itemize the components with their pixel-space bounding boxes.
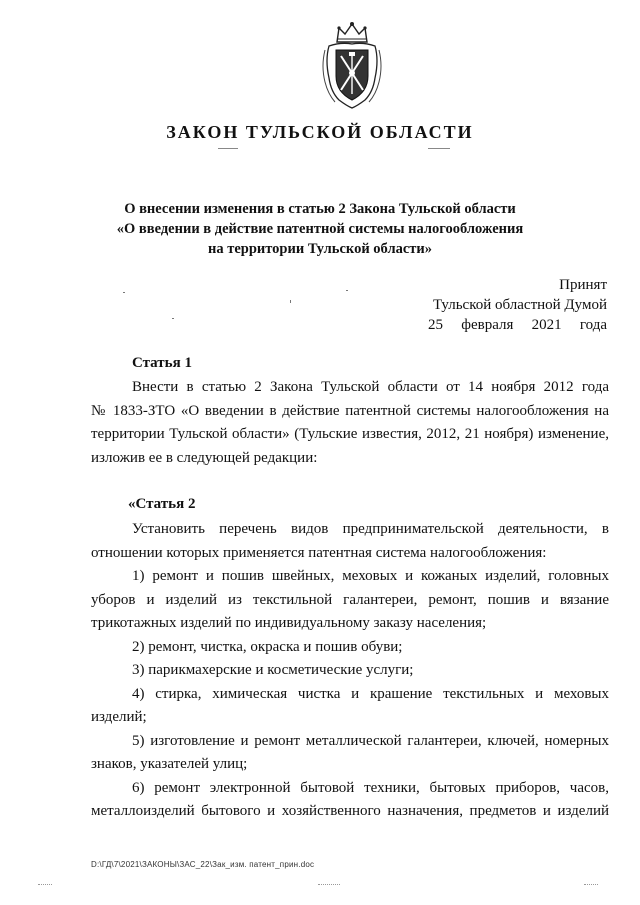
adoption-block [428, 275, 607, 335]
scan-dots [38, 884, 52, 886]
text-line: территории Тульской области» (Тульские известия, 2012, 21 ноября) изменение, [91, 426, 609, 442]
law-subject [0, 199, 640, 259]
adoption-date [428, 315, 607, 335]
text-line: отношении которых применяется патентная система налогообложения: [91, 544, 547, 561]
article-1-heading: Статья 1 [132, 355, 192, 371]
list-item [91, 683, 609, 730]
article-2-text [91, 518, 609, 824]
text-line: Внести в статью 2 Закона Тульской области от 14 ноября 2012 года [132, 379, 609, 395]
text-line: 6) ремонт электронной бытовой техники, бытовых приборов, часов, [132, 779, 609, 796]
adopted-by: Тульской областной Думой [432, 297, 607, 313]
text-line: № 1833-ЗТО «О введении в действие патентной системы налогообложения на [91, 402, 609, 419]
text-line: изделий; [91, 709, 147, 725]
list-item [91, 636, 609, 660]
law-title: ЗАКОН ТУЛЬСКОЙ ОБЛАСТИ [166, 122, 474, 142]
article-1-text [91, 376, 609, 470]
list-item [91, 565, 609, 636]
text-line: знаков, указателей улиц; [91, 756, 248, 772]
text-line: уборов и изделий из текстильной галантереи, ремонт, пошив и вязание [91, 591, 609, 608]
title-underline-mark [428, 148, 450, 149]
text-line: 4) стирка, химическая чистка и крашение текстильных и меховых [132, 685, 609, 702]
article-2-heading: «Статья 2 [128, 496, 196, 512]
subject-line: на территории Тульской области» [207, 241, 432, 257]
list-item [91, 777, 609, 824]
text-line: Установить перечень видов предпринимательской деятельности, в [132, 521, 609, 537]
adoption-month: февраля [461, 317, 514, 333]
scan-speck [346, 290, 348, 291]
subject-line: О внесении изменения в статью 2 Закона Тульской области [124, 201, 516, 217]
tula-coat-of-arms-icon [319, 20, 385, 110]
text-line: 2) ремонт, чистка, окраска и пошив обуви; [132, 638, 403, 655]
list-item [91, 730, 609, 777]
scan-dots [318, 884, 340, 886]
text-line: 5) изготовление и ремонт металлической галантереи, ключей, номерных [132, 732, 609, 749]
scan-speck [123, 292, 125, 293]
adoption-day: 25 [428, 317, 443, 333]
adoption-year-word: года [579, 317, 607, 333]
adopted-label: Принят [559, 277, 607, 293]
scan-speck [290, 300, 291, 303]
text-line: 3) парикмахерские и косметические услуги; [132, 662, 414, 678]
text-line: 1) ремонт и пошив швейных, меховых и кожаных изделий, головных [132, 568, 609, 584]
list-item [91, 659, 609, 683]
file-path-footer: D:\ГД\7\2021\ЗАКОНЫ\ЗАС_22\Зак_изм. патент_прин.doc [91, 860, 315, 869]
title-underline-mark [218, 148, 238, 149]
text-line: трикотажных изделий по индивидуальному заказу населения; [91, 615, 487, 631]
text-line: изложив ее в следующей редакции: [91, 449, 318, 466]
scan-speck [172, 318, 174, 319]
adoption-year: 2021 [531, 317, 562, 333]
subject-line: «О введении в действие патентной системы налогообложения [116, 221, 524, 237]
text-line: металлоизделий бытового и хозяйственного назначения, предметов и изделий [91, 803, 609, 819]
scan-dots [584, 884, 598, 886]
